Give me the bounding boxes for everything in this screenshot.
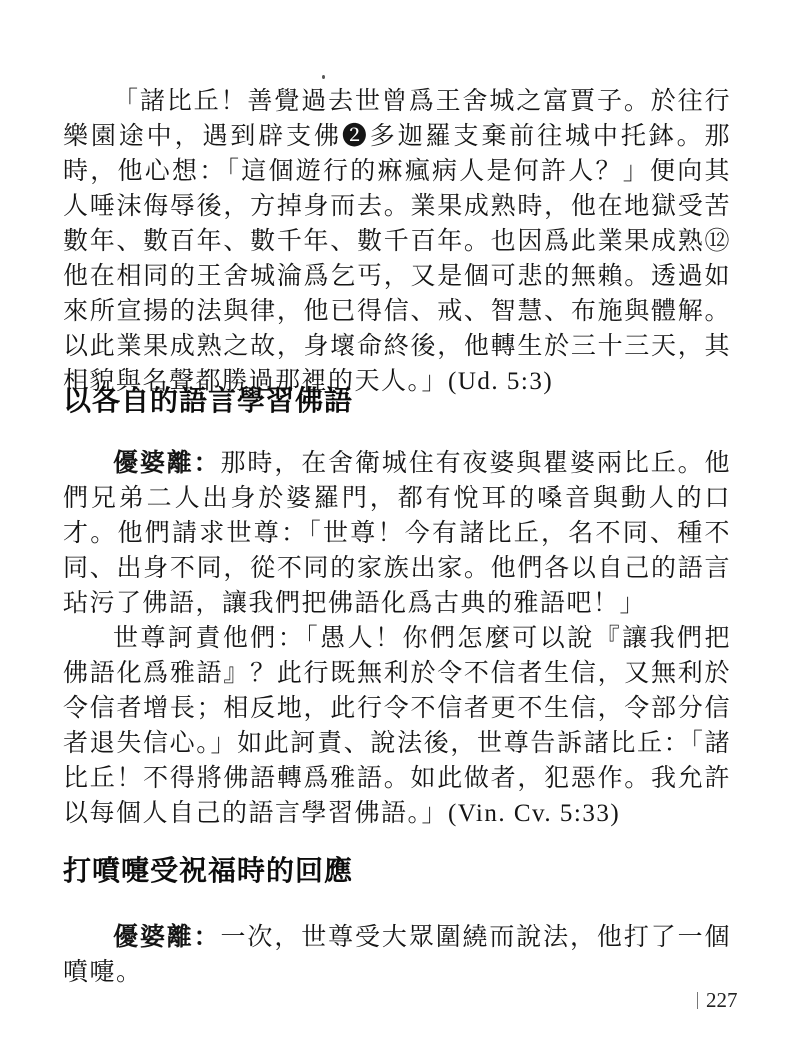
section-heading-learn-buddha-word: 以各自的語言學習佛語 — [63, 386, 354, 417]
speaker-label: 優婆離： — [113, 450, 221, 477]
section-body-language — [63, 446, 731, 831]
page-number-value: 227 — [706, 988, 738, 1012]
paragraph-upali-language — [63, 446, 731, 621]
paragraph-text: 世尊訶責他們：「愚人！你們怎麼可以說『讓我們把佛語化爲雅語』？此行既無利於令不信者生信，又無利於令信者增長；相反地，此行令不信者更不生信，令部分信者退失信心。」如此訶責、說法後，世尊告訴諸比丘：「諸比丘！不得將佛語轉爲雅語。如此做者，犯惡作。我允許以每個人自己的語言學習佛語。」(Vin. Cv. 5:33) — [63, 625, 731, 827]
section-heading-sneeze-blessing: 打噴嚏受祝福時的回應 — [63, 856, 354, 887]
paragraph-text: 那時，在舍衛城住有夜婆與瞿婆兩比丘。他們兄弟二人出身於婆羅門，都有悅耳的嗓音與動人的口才。他們請求世尊：「世尊！今有諸比丘，名不同、種不同、出身不同，從不同的家族出家。他們各以自己的語言玷污了佛語，讓我們把佛語化爲古典的雅語吧！」 — [63, 450, 731, 617]
paragraph-text: 「諸比丘！善覺過去世曾爲王舍城之富賈子。於往行樂園途中，遇到辟支佛❷多迦羅支棄前往城中托鉢。那時，他心想：「這個遊行的痳瘋病人是何許人？」便向其人唾沫侮辱後，方掉身而去。業果成熟時，他在地獄受苦數年、數百年、數千年、數千百年。也因爲此業果成熟⑫他在相同的王舍城淪爲乞丐，又是個可悲的無賴。透過如來所宣揚的法與律，他已得信、戒、智慧、布施與體解。以此業果成熟之故，身壞命終後，他轉生於三十三天，其相貌與名聲都勝過那裡的天人。」(Ud. 5:3) — [63, 88, 731, 395]
paragraph-text: 一次，世尊受大眾圍繞而說法，他打了一個噴嚏。 — [63, 924, 731, 986]
page-number-separator-bar — [697, 992, 698, 1009]
paragraph-upali-sneeze — [63, 920, 731, 990]
paragraph-sunakkhatta-story — [63, 84, 731, 399]
paragraph-buddha-rebuke — [63, 621, 731, 831]
ink-speck — [322, 75, 325, 79]
speaker-label: 優婆離： — [113, 924, 221, 951]
page-number — [697, 988, 738, 1013]
